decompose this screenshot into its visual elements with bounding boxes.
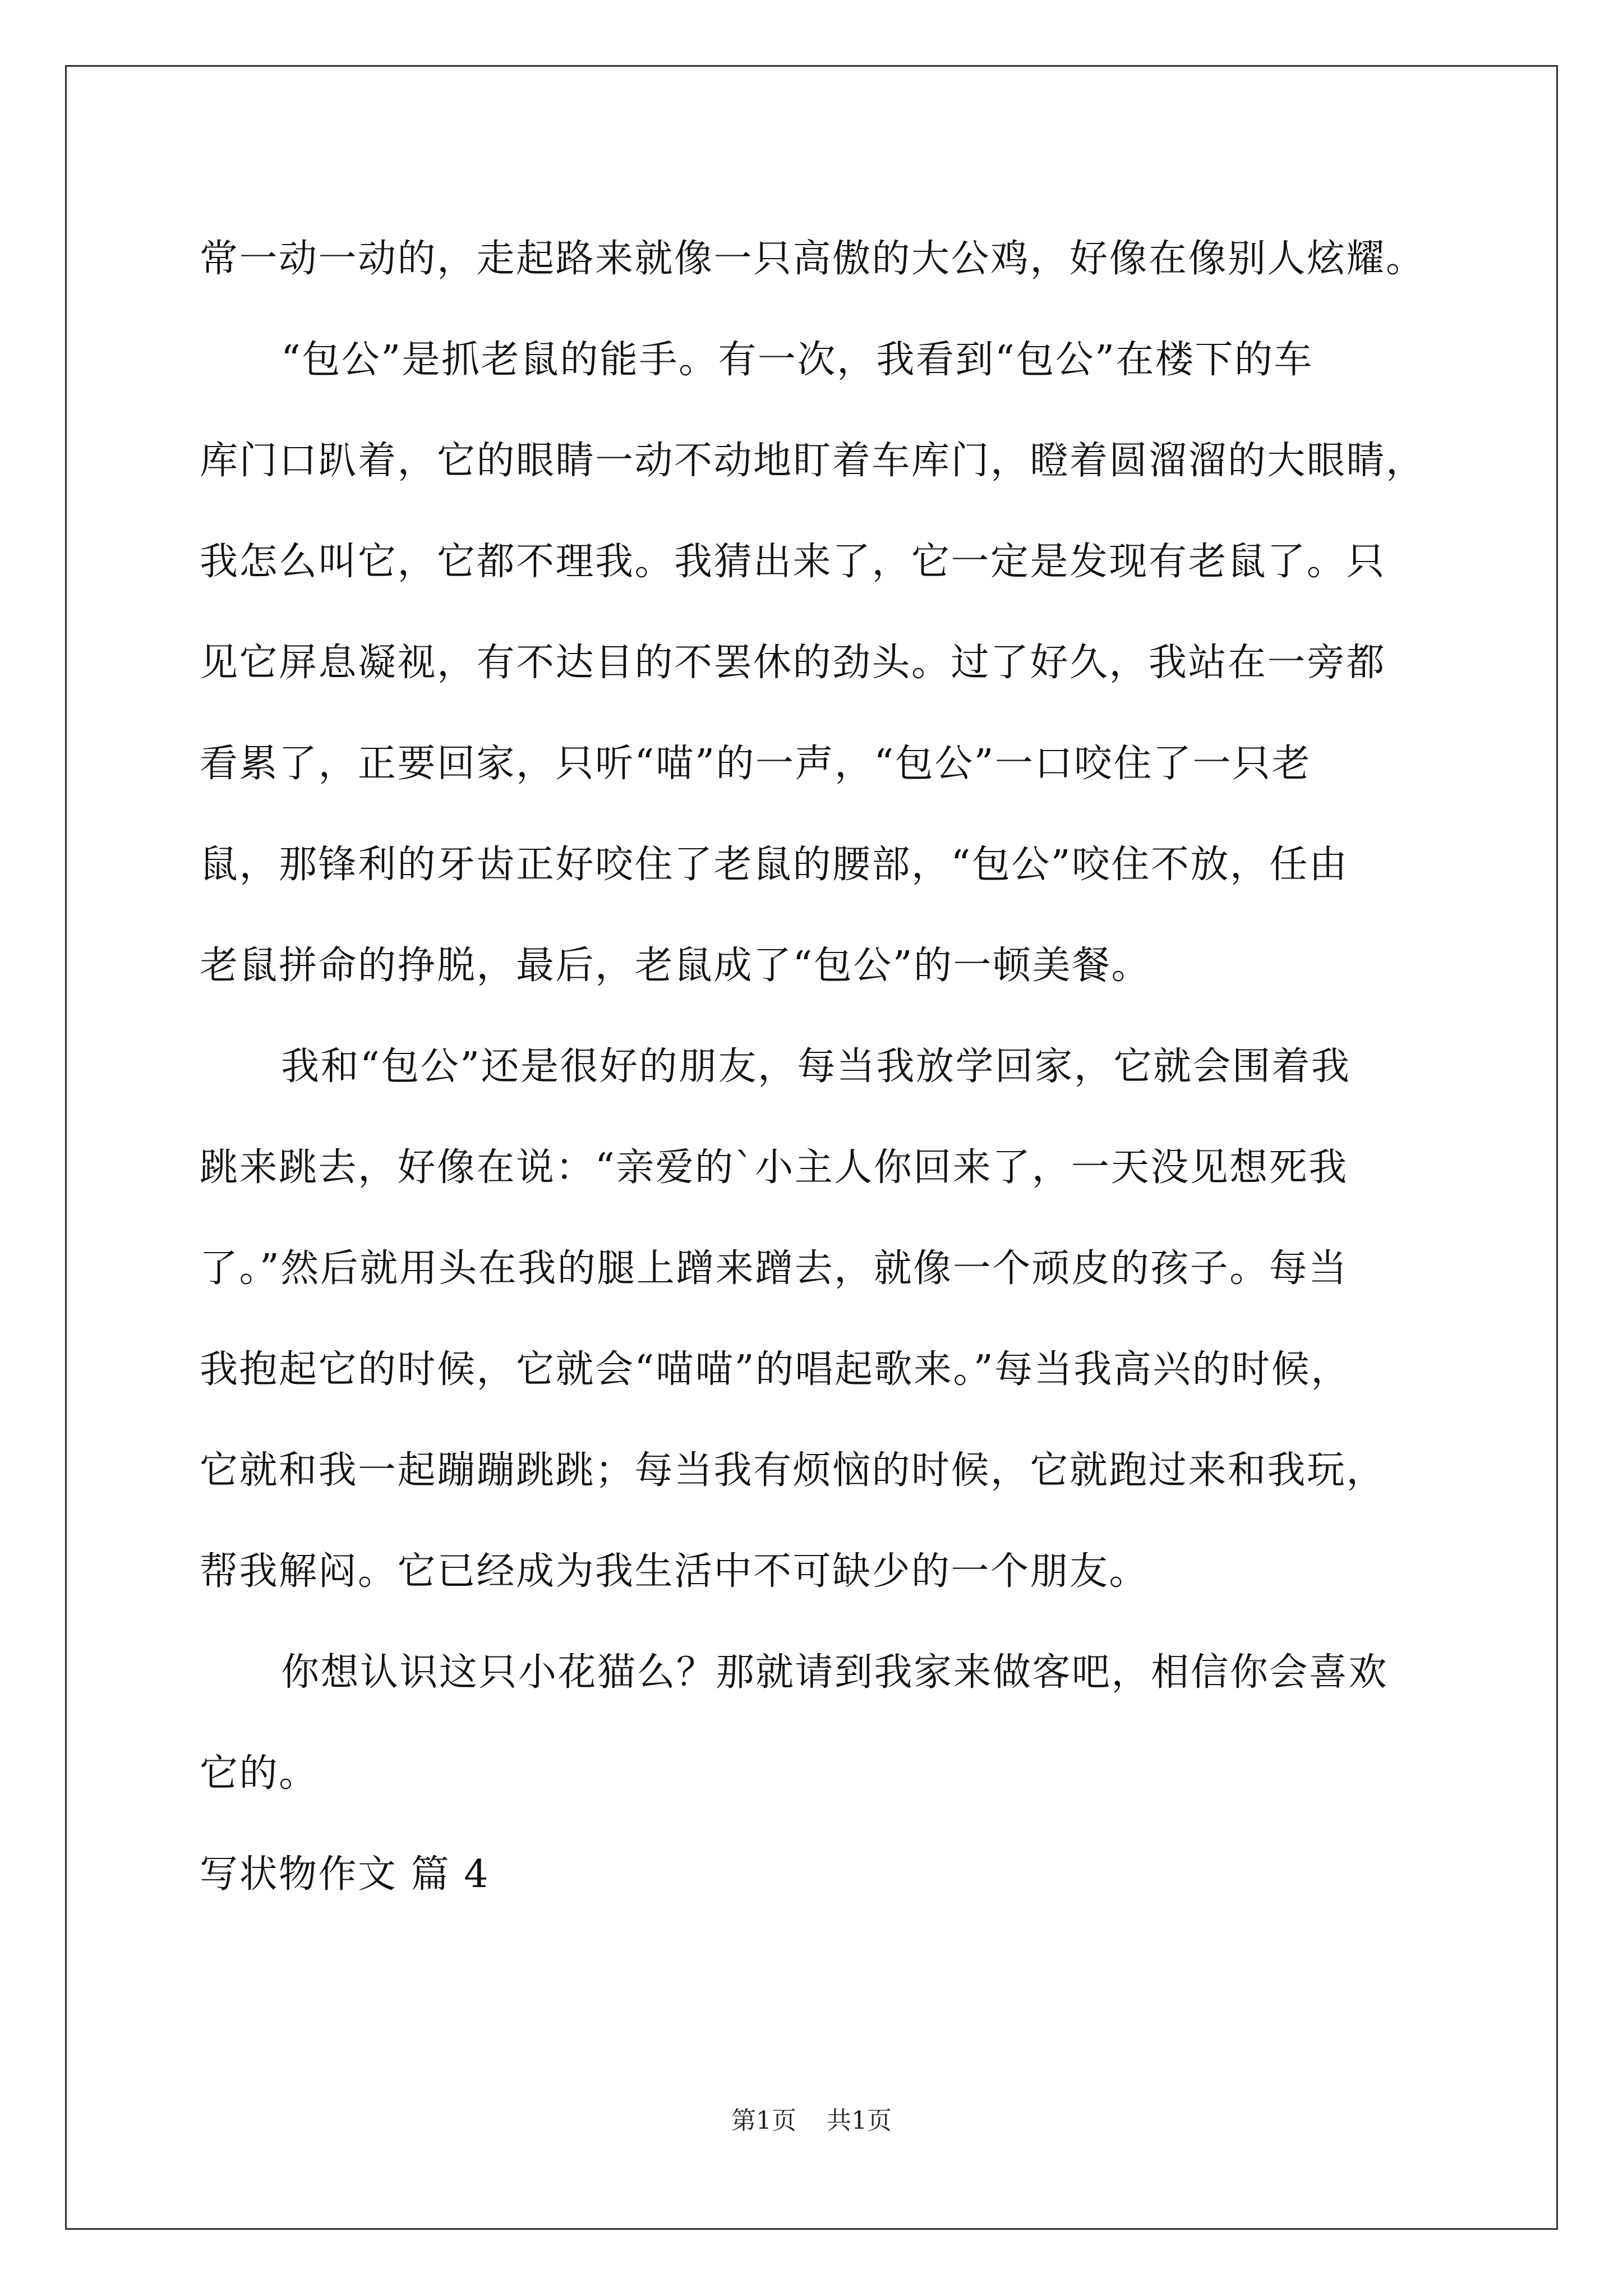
text-line-6: 看累了，正要回家，只听“喵”的一声，“包公”一口咬住了一只老 <box>200 742 1312 786</box>
text-line-2: “包公”是抓老鼠的能手。有一次，我看到“包公”在楼下的车 <box>281 338 1314 382</box>
text-line-14: 帮我解闷。它已经成为我生活中不可缺少的一个朋友。 <box>200 1549 1149 1594</box>
text-line-13: 它就和我一起蹦蹦跳跳；每当我有烦恼的时候，它就跑过来和我玩， <box>200 1448 1386 1493</box>
document-body <box>200 209 1436 1925</box>
text-line-5: 见它屏息凝视，有不达目的不罢休的劲头。过了好久，我站在一旁都 <box>200 641 1386 685</box>
text-line-8: 老鼠拼命的挣脱，最后，老鼠成了“包公”的一顿美餐。 <box>200 944 1151 988</box>
page-number-total: 共1页 <box>827 2106 892 2135</box>
text-line-12: 我抱起它的时候，它就会“喵喵”的唱起歌来。”每当我高兴的时候， <box>200 1347 1350 1392</box>
text-line-9: 我和“包公”还是很好的朋友，每当我放学回家，它就会围着我 <box>281 1045 1351 1089</box>
text-line-15: 你想认识这只小花猫么？那就请到我家来做客吧，相信你会喜欢 <box>281 1650 1389 1695</box>
page-footer <box>0 2100 1623 2136</box>
text-line-1: 常一动一动的，走起路来就像一只高傲的大公鸡，好像在像别人炫耀。 <box>200 237 1426 281</box>
text-line-16: 它的。 <box>200 1751 319 1796</box>
text-line-10: 跳来跳去，好像在说：“亲爱的`小主人你回来了，一天没见想死我 <box>200 1145 1348 1190</box>
section-heading: 写状物作文 篇 4 <box>200 1852 490 1897</box>
text-line-7: 鼠，那锋利的牙齿正好咬住了老鼠的腰部，“包公”咬住不放，任由 <box>200 843 1349 887</box>
text-line-3: 库门口趴着，它的眼睛一动不动地盯着车库门，瞪着圆溜溜的大眼睛， <box>200 439 1426 483</box>
text-line-4: 我怎么叫它，它都不理我。我猜出来了，它一定是发现有老鼠了。只 <box>200 540 1386 584</box>
page-number-current: 第1页 <box>731 2106 796 2135</box>
text-line-11: 了。”然后就用头在我的腿上蹭来蹭去，就像一个顽皮的孩子。每当 <box>200 1246 1348 1291</box>
